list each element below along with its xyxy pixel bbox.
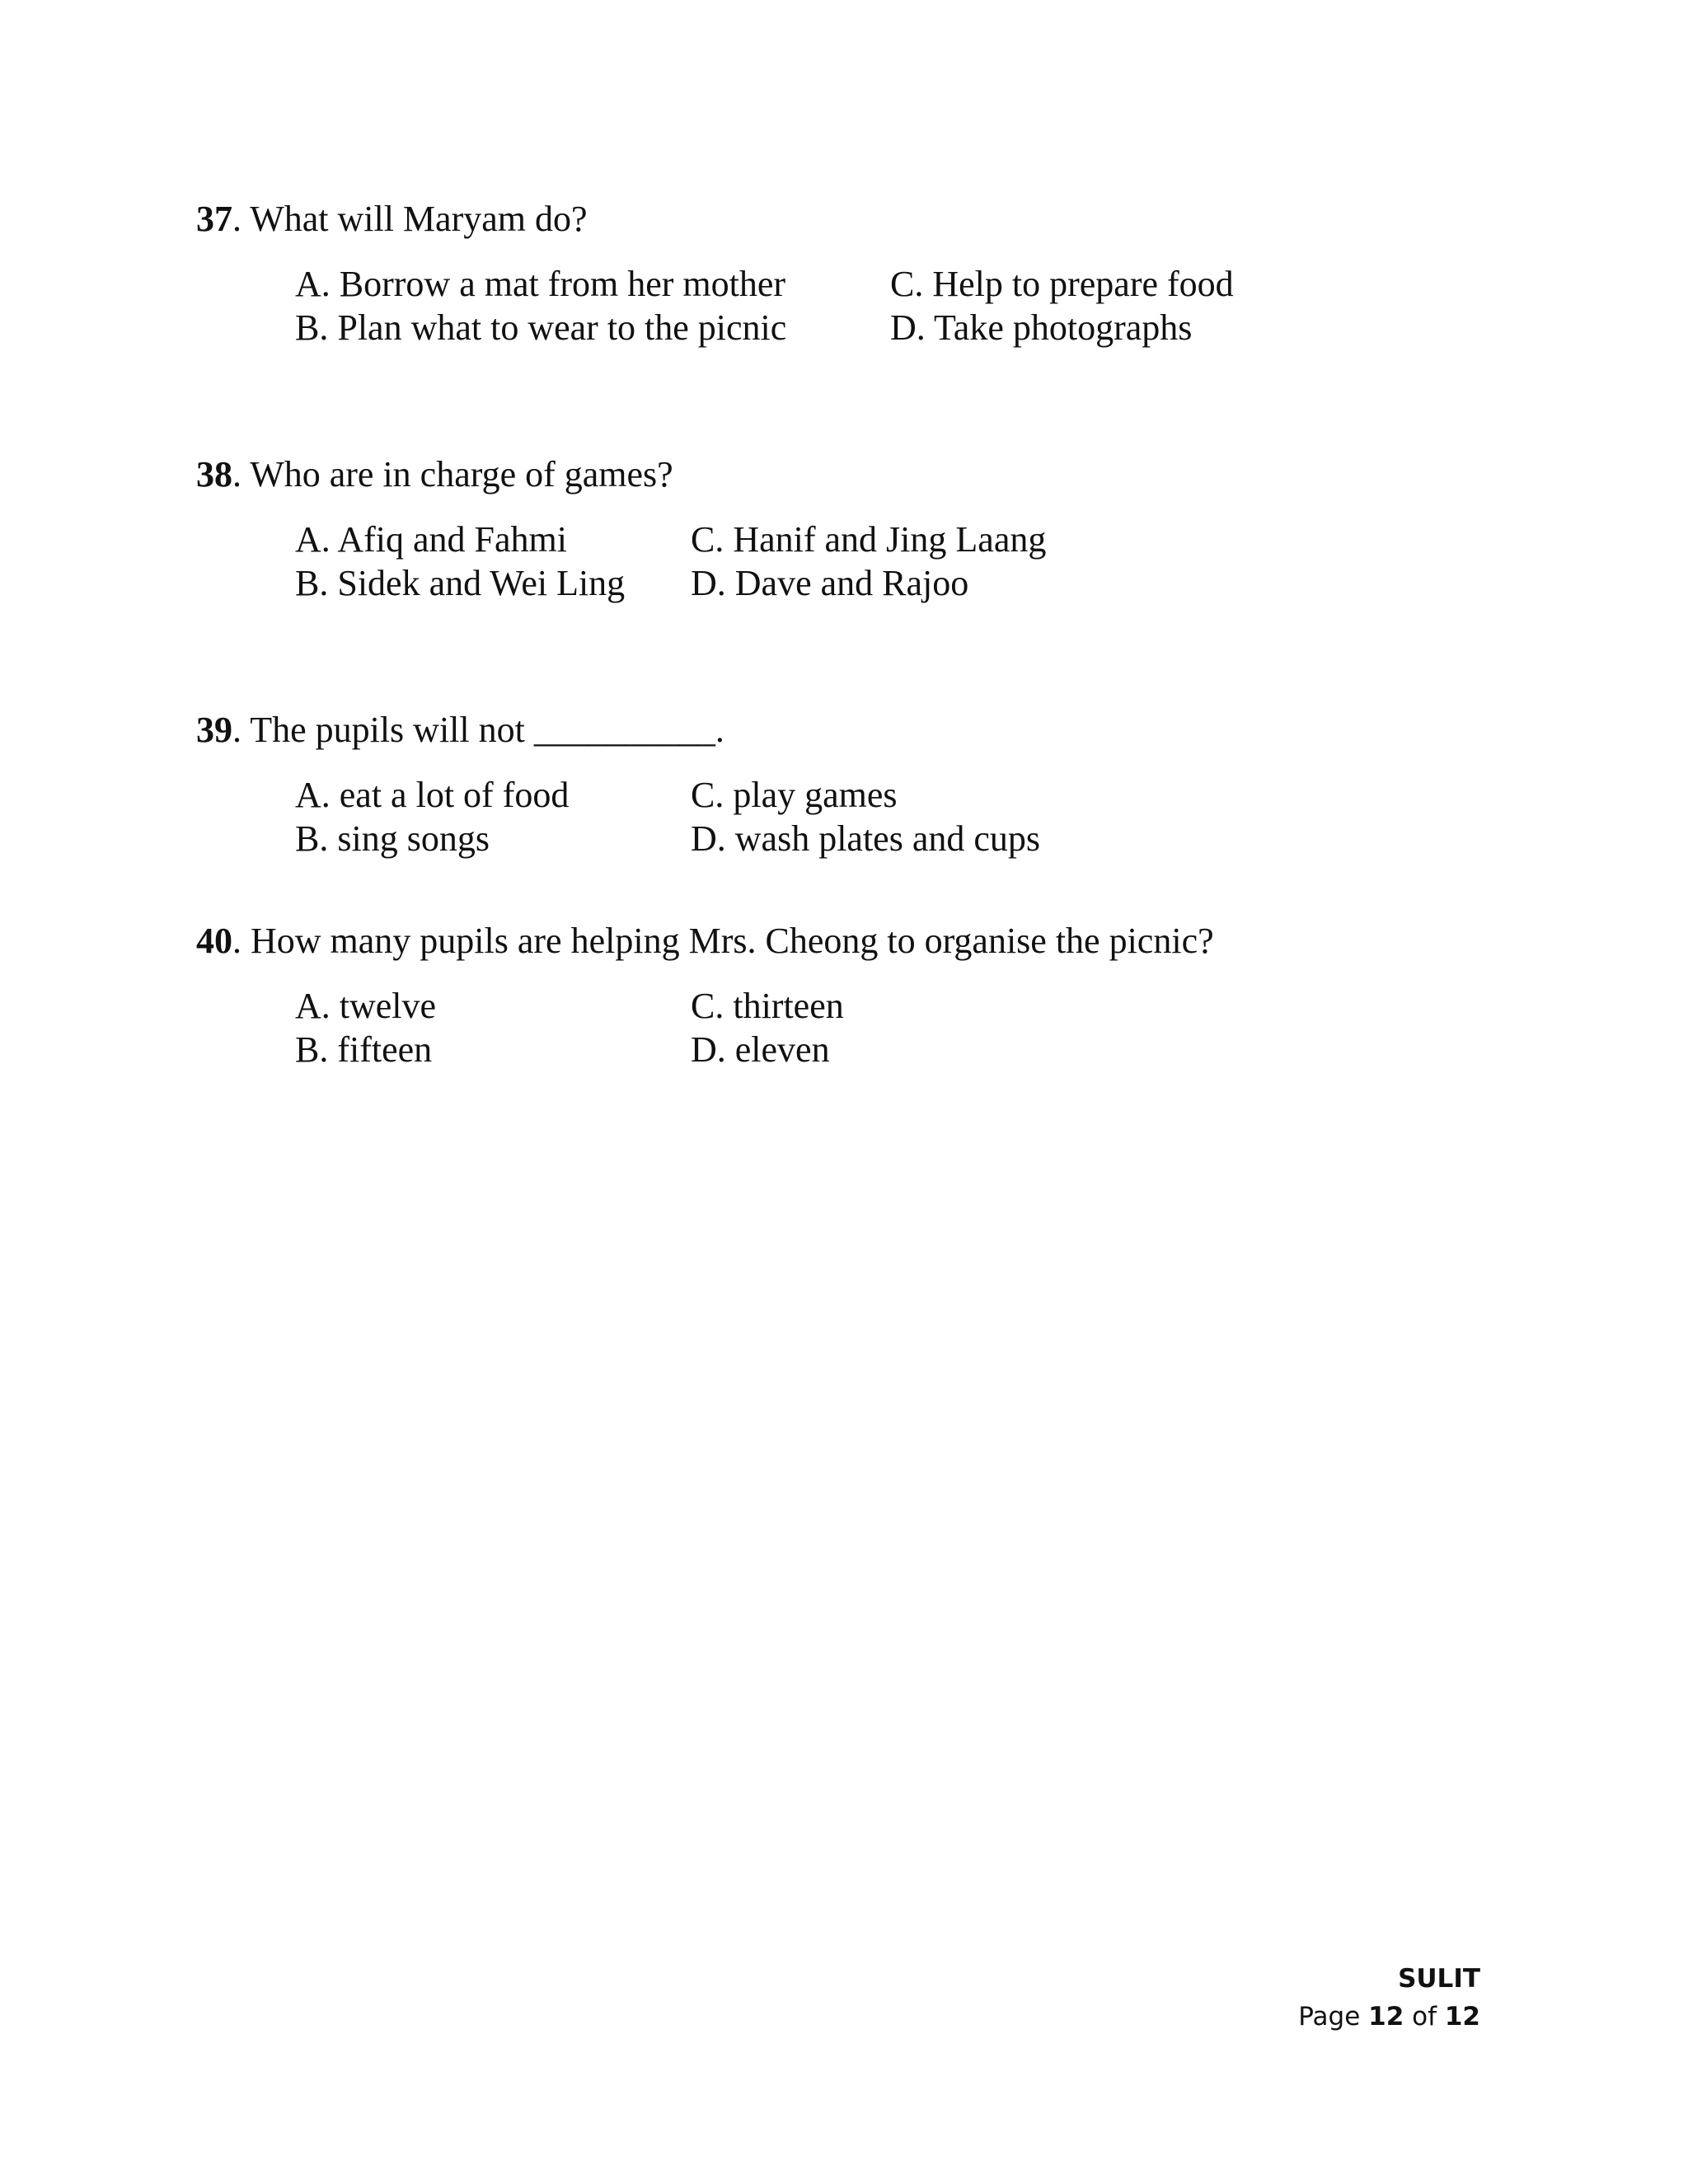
question-38 [196,453,1556,605]
option-a: A. twelve [295,986,437,1026]
question-40 [196,920,1556,1071]
question-number: 37 [196,199,232,239]
question-39 [196,709,1556,860]
option-d: D. wash plates and cups [691,818,1041,859]
page-of: of [1404,2002,1445,2032]
question-number: 39 [196,710,232,750]
page-current: 12 [1368,2002,1404,2032]
option-a: A. Afiq and Fahmi [295,519,567,560]
option-b: B. sing songs [295,818,490,859]
question-text: . How many pupils are helping Mrs. Cheong to organise the picnic? [232,921,1214,961]
answer-options [295,518,1556,605]
option-a: A. eat a lot of food [295,775,570,815]
question-stem [196,198,1556,241]
answer-options [295,773,1556,860]
question-stem [196,920,1556,963]
option-c: C. Help to prepare food [890,264,1234,304]
answer-options [295,984,1556,1071]
option-d: D. Take photographs [890,307,1193,348]
page-total: 12 [1444,2002,1480,2032]
classification-label: SULIT [1398,1964,1480,1994]
question-stem [196,453,1556,496]
option-a: A. Borrow a mat from her mother [295,264,786,304]
option-b: B. Plan what to wear to the picnic [295,307,787,348]
page-footer [1298,1960,1480,2036]
question-number: 38 [196,454,232,494]
option-c: C. Hanif and Jing Laang [691,519,1047,560]
question-text: . What will Maryam do? [232,199,588,239]
page-number [1298,1998,1480,2036]
question-text: . The pupils will not __________. [232,710,724,750]
answer-options [295,262,1556,349]
option-b: B. Sidek and Wei Ling [295,563,626,603]
option-d: D. Dave and Rajoo [691,563,969,603]
page-prefix: Page [1298,2002,1369,2032]
option-c: C. thirteen [691,986,844,1026]
option-d: D. eleven [691,1029,830,1070]
question-number: 40 [196,921,232,961]
question-text: . Who are in charge of games? [232,454,673,494]
question-stem [196,709,1556,752]
option-b: B. fifteen [295,1029,433,1070]
question-37 [196,198,1556,349]
option-c: C. play games [691,775,898,815]
